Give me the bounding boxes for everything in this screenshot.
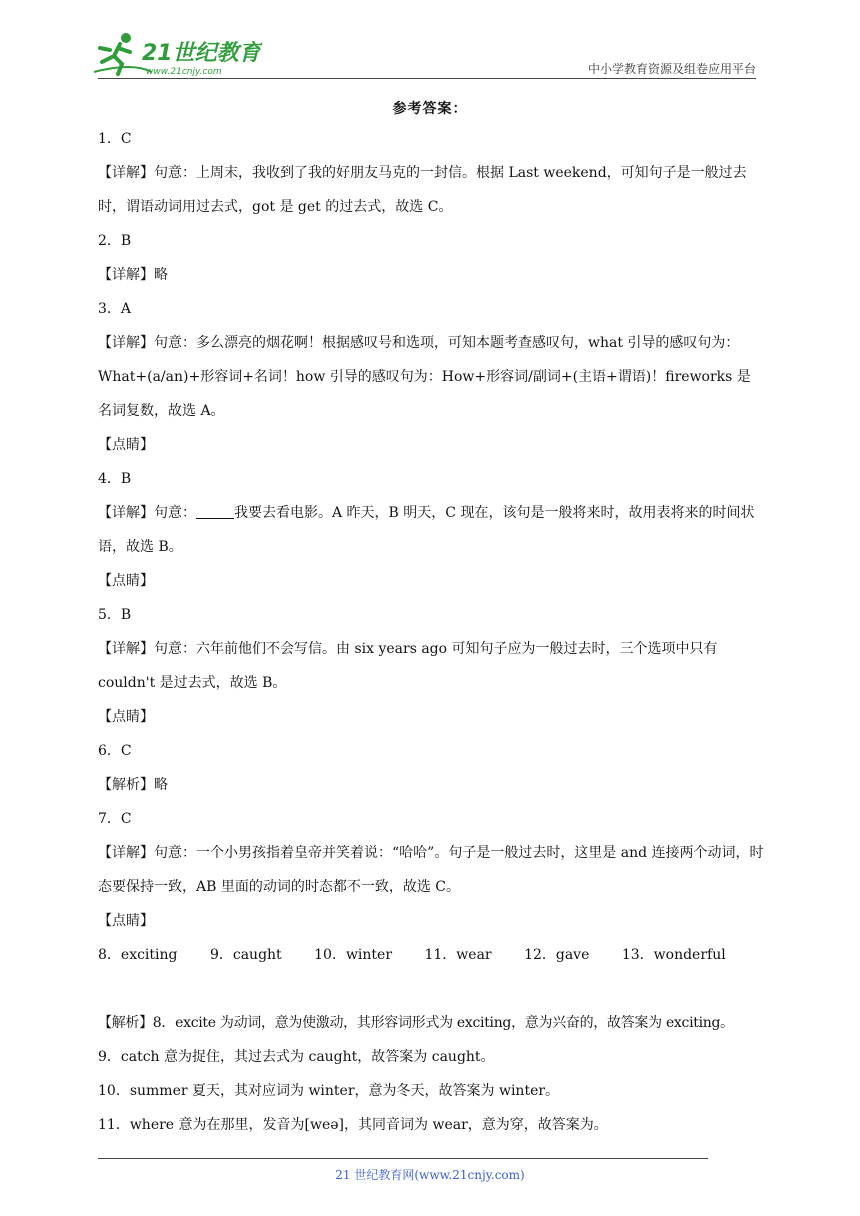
page-header: [0, 0, 860, 80]
answer-item: 10．winter: [314, 947, 393, 963]
answers-8-13: [98, 942, 764, 976]
explanation: 【详解】句意：一个小男孩指着皇帝并笑着说：“哈哈”。句子是一般过去时，这里是 and 连接两个动词，时态要保持一致，AB 里面的动词的时态都不一致，故选 C。: [98, 845, 764, 895]
analysis-line: 【解析】8．excite 为动词，意为使激动，其形容词形式为 exciting，意为兴奋的，故答案为 exciting。: [98, 1015, 734, 1031]
explanation-pre: 【详解】句意：: [98, 505, 196, 521]
key-point-label: 【点睛】: [98, 573, 154, 589]
header-divider: [98, 78, 756, 79]
logo-text: 21世纪教育: [142, 41, 261, 66]
site-logo: [92, 28, 262, 80]
answer-number: 7．C: [98, 811, 132, 827]
answer-number: 3．A: [98, 301, 132, 317]
answer-number: 5．B: [98, 607, 132, 623]
key-point-label: 【点睛】: [98, 709, 154, 725]
explanation: [98, 496, 764, 564]
logo-url: www.21cnjy.com: [146, 67, 222, 77]
platform-name: 中小学教育资源及组卷应用平台: [587, 62, 756, 76]
answer-item: 12．gave: [524, 947, 590, 963]
explanation-post: 我要去看电影。A 昨天，B 明天，C 现在，该句是一般将来时，故用表将来的时间状语，故选 B。: [98, 505, 755, 555]
answer-number: 6．C: [98, 743, 132, 759]
footer-divider: [98, 1158, 708, 1159]
answer-content: [98, 126, 764, 1146]
spacer: [98, 976, 764, 1010]
key-point-label: 【点睛】: [98, 913, 154, 929]
answer-item: 8．exciting: [98, 947, 178, 963]
answer-item: 13．wonderful: [621, 947, 726, 963]
blank-underline: [196, 504, 234, 519]
key-point-label: 【点睛】: [98, 437, 154, 453]
explanation: 【详解】略: [98, 267, 168, 283]
explanation: 【详解】句意：上周末，我收到了我的好朋友马克的一封信。根据 Last weekend，可知句子是一般过去时，谓语动词用过去式，got 是 get 的过去式，故选 C。: [98, 165, 747, 215]
analysis-line: 10．summer 夏天，其对应词为 winter，意为冬天，故答案为 winter。: [98, 1083, 560, 1099]
runner-logo-icon: [92, 28, 262, 80]
footer-text: 21 世纪教育网(www.21cnjy.com): [335, 1168, 525, 1182]
explanation: 【详解】句意：六年前他们不会写信。由 six years ago 可知句子应为一般过去时，三个选项中只有 couldn't 是过去式，故选 B。: [98, 641, 718, 691]
answer-item: 11．wear: [424, 947, 492, 963]
explanation: 【详解】句意：多么漂亮的烟花啊！根据感叹号和选项，可知本题考查感叹句，what 引导的感叹句为：What+(a/an)+形容词+名词！how 引导的感叹句为：How+形容词/副词+(主语+谓语)！fireworks 是名词复数，故选 A。: [98, 335, 751, 419]
analysis-line: 9．catch 意为捉住，其过去式为 caught，故答案为 caught。: [98, 1049, 495, 1065]
answer-number: 2．B: [98, 233, 132, 249]
explanation: 【解析】略: [98, 777, 168, 793]
page-title: 参考答案：: [392, 101, 468, 117]
analysis-line: 11．where 意为在那里，发音为[weə]，其同音词为 wear，意为穿，故答案为。: [98, 1117, 608, 1133]
answer-number: 4．B: [98, 471, 132, 487]
answer-item: 9．caught: [209, 947, 282, 963]
answer-number: 1．C: [98, 131, 132, 147]
